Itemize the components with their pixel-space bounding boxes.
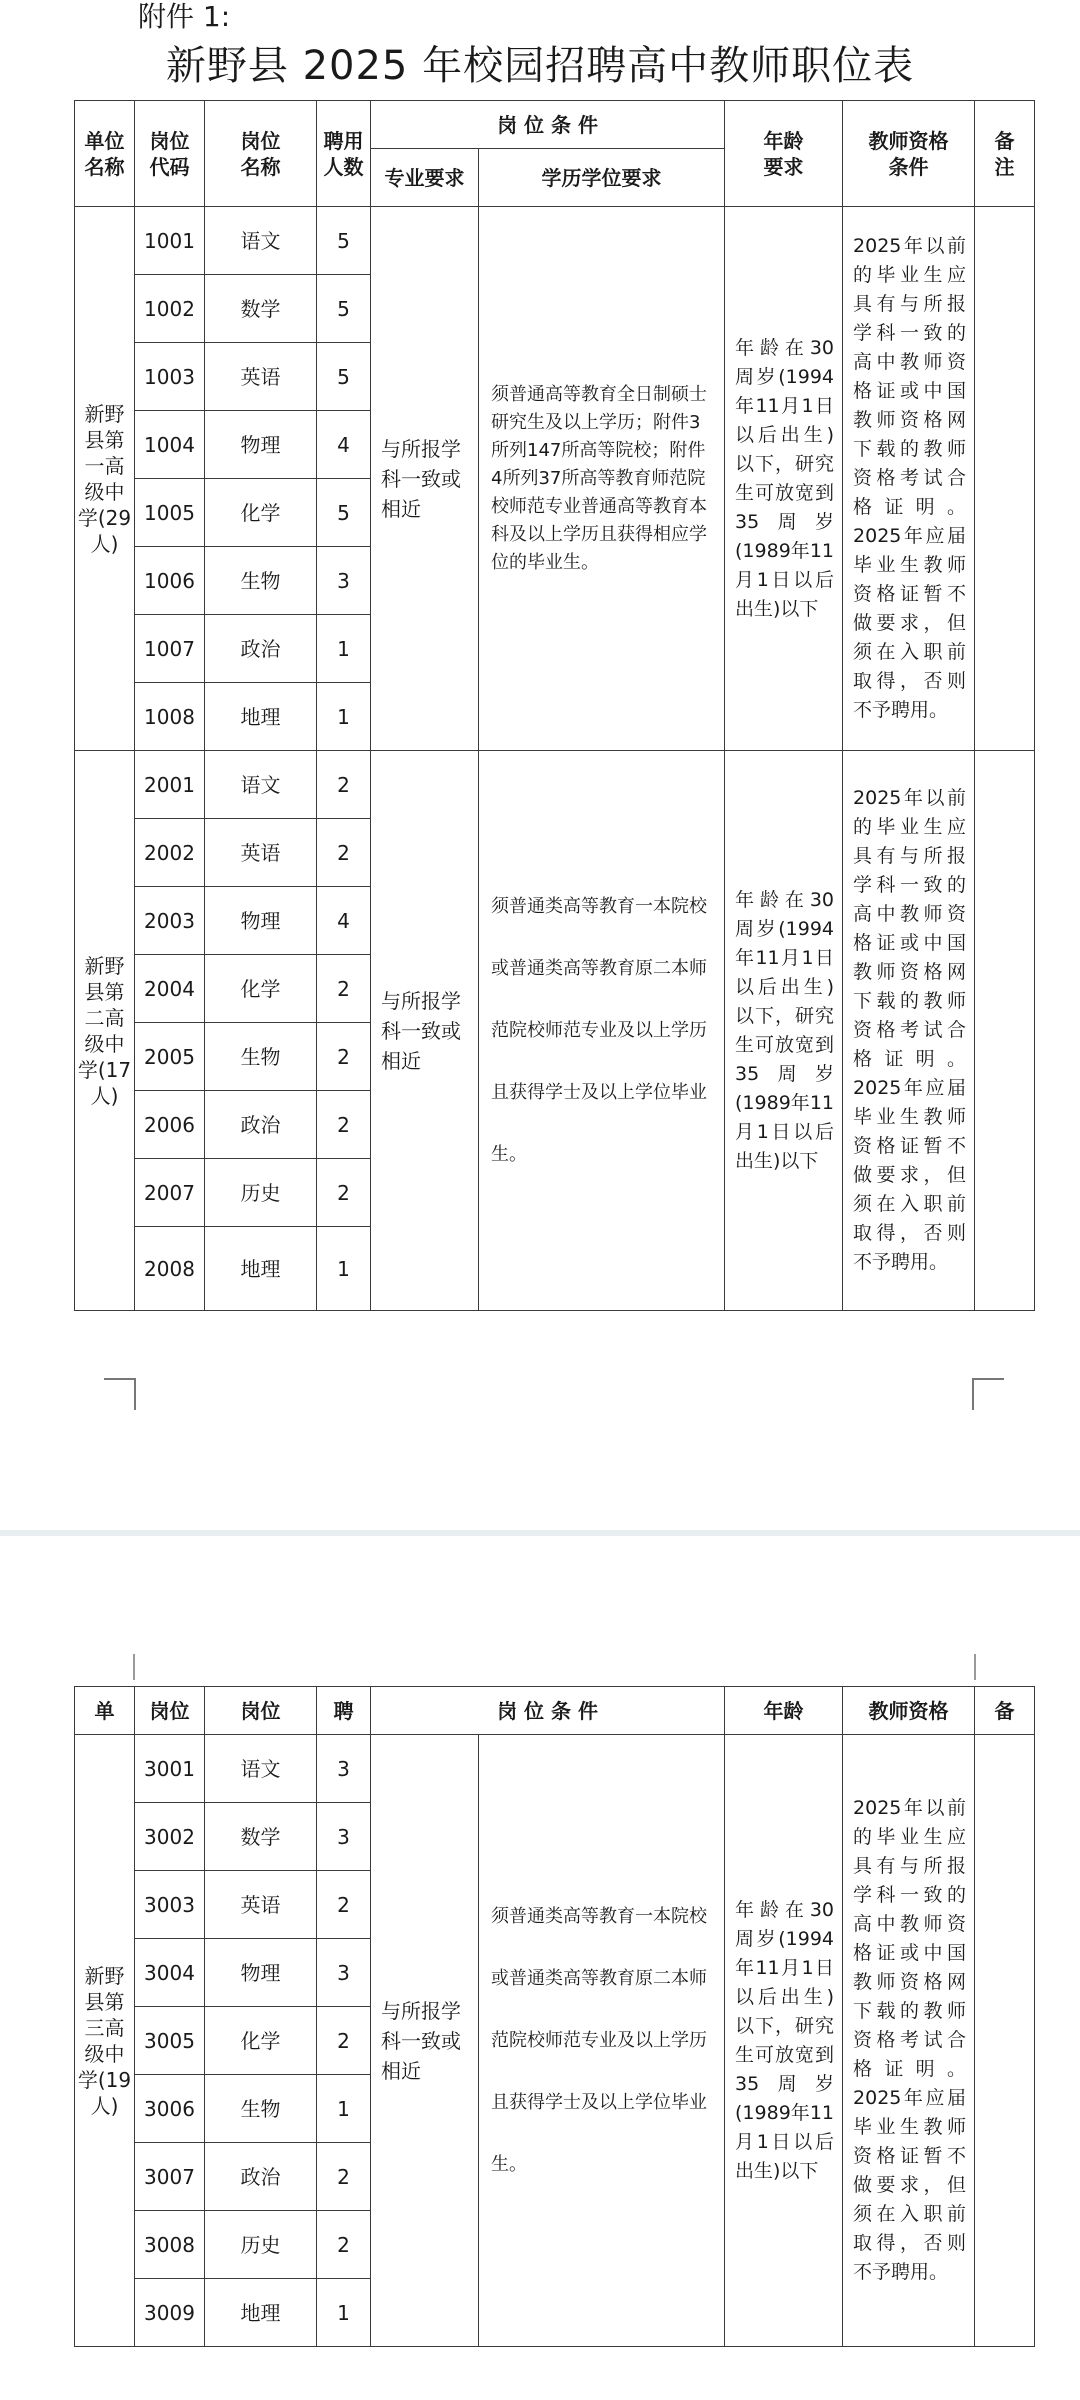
position-code: 2008 xyxy=(135,1227,205,1311)
position-code: 2001 xyxy=(135,751,205,819)
position-code: 2003 xyxy=(135,887,205,955)
position-subject: 语文 xyxy=(205,207,317,275)
position-count: 3 xyxy=(317,1803,371,1871)
table-row xyxy=(75,207,1035,275)
position-code: 1004 xyxy=(135,411,205,479)
position-code: 1005 xyxy=(135,479,205,547)
position-count: 5 xyxy=(317,275,371,343)
header-remark: 备 xyxy=(975,1687,1035,1735)
position-code: 1007 xyxy=(135,615,205,683)
position-code: 3006 xyxy=(135,2075,205,2143)
position-count: 1 xyxy=(317,683,371,751)
position-count: 2 xyxy=(317,1091,371,1159)
page-corner-mark xyxy=(104,1378,136,1410)
certificate-requirement: 2025年以前的毕业生应具有与所报学科一致的高中教师资格证或中国教师资格网下载的教师资格考试合格证明。2025年应届毕业生教师资格证暂不做要求，但须在入职前取得，否则不予聘用。 xyxy=(843,751,975,1311)
position-subject: 化学 xyxy=(205,955,317,1023)
education-requirement: 须普通类高等教育一本院校或普通类高等教育原二本师范院校师范专业及以上学历且获得学士及以上学位毕业生。 xyxy=(479,1735,725,2347)
position-count: 3 xyxy=(317,1939,371,2007)
position-code: 1008 xyxy=(135,683,205,751)
position-code: 1002 xyxy=(135,275,205,343)
position-subject: 历史 xyxy=(205,2211,317,2279)
header-conditions: 岗 位 条 件 xyxy=(371,1687,725,1735)
header-code: 岗位 xyxy=(135,1687,205,1735)
position-count: 4 xyxy=(317,887,371,955)
header-code: 岗位代码 xyxy=(135,101,205,207)
position-subject: 生物 xyxy=(205,1023,317,1091)
position-code: 3007 xyxy=(135,2143,205,2211)
position-subject: 生物 xyxy=(205,2075,317,2143)
position-count: 3 xyxy=(317,1735,371,1803)
page-corner-mark xyxy=(133,1654,135,1680)
position-subject: 化学 xyxy=(205,479,317,547)
position-subject: 数学 xyxy=(205,275,317,343)
certificate-requirement: 2025年以前的毕业生应具有与所报学科一致的高中教师资格证或中国教师资格网下载的教师资格考试合格证明。2025年应届毕业生教师资格证暂不做要求，但须在入职前取得，否则不予聘用。 xyxy=(843,1735,975,2347)
positions-table-part-2 xyxy=(74,1686,1035,2347)
position-count: 5 xyxy=(317,479,371,547)
position-code: 3005 xyxy=(135,2007,205,2075)
position-subject: 政治 xyxy=(205,1091,317,1159)
position-subject: 英语 xyxy=(205,819,317,887)
header-name: 岗位 xyxy=(205,1687,317,1735)
position-count: 2 xyxy=(317,2143,371,2211)
document-page-2 xyxy=(0,1536,1080,2400)
position-count: 2 xyxy=(317,955,371,1023)
page-title: 新野县 2025 年校园招聘高中教师职位表 xyxy=(165,43,915,89)
position-code: 3002 xyxy=(135,1803,205,1871)
position-subject: 英语 xyxy=(205,1871,317,1939)
education-requirement: 须普通类高等教育一本院校或普通类高等教育原二本师范院校师范专业及以上学历且获得学士及以上学位毕业生。 xyxy=(479,751,725,1311)
position-code: 1003 xyxy=(135,343,205,411)
position-code: 3009 xyxy=(135,2279,205,2347)
position-code: 2006 xyxy=(135,1091,205,1159)
position-subject: 生物 xyxy=(205,547,317,615)
table-row xyxy=(75,751,1035,819)
position-subject: 语文 xyxy=(205,751,317,819)
header-conditions: 岗 位 条 件 xyxy=(371,101,725,149)
position-code: 2005 xyxy=(135,1023,205,1091)
position-code: 1006 xyxy=(135,547,205,615)
position-count: 2 xyxy=(317,1023,371,1091)
header-name: 岗位名称 xyxy=(205,101,317,207)
position-count: 1 xyxy=(317,2279,371,2347)
position-count: 5 xyxy=(317,343,371,411)
header-age: 年龄 xyxy=(725,1687,843,1735)
position-subject: 地理 xyxy=(205,1227,317,1311)
page-corner-mark xyxy=(974,1654,976,1680)
header-age: 年龄要求 xyxy=(725,101,843,207)
school-name: 新野县第一高级中学(29人) xyxy=(75,207,135,751)
page-corner-mark xyxy=(972,1378,1004,1410)
header-count: 聘 xyxy=(317,1687,371,1735)
remark-cell xyxy=(975,207,1035,751)
position-count: 2 xyxy=(317,1871,371,1939)
position-subject: 化学 xyxy=(205,2007,317,2075)
header-remark: 备注 xyxy=(975,101,1035,207)
position-count: 5 xyxy=(317,207,371,275)
position-count: 2 xyxy=(317,819,371,887)
position-count: 1 xyxy=(317,2075,371,2143)
position-code: 2004 xyxy=(135,955,205,1023)
remark-cell xyxy=(975,751,1035,1311)
header-cert: 教师资格 xyxy=(843,1687,975,1735)
age-requirement: 年龄在30周岁(1994年11月1日以后出生)以下，研究生可放宽到35周岁(1989年11月1日以后出生)以下 xyxy=(725,751,843,1311)
position-subject: 物理 xyxy=(205,411,317,479)
header-unit: 单位名称 xyxy=(75,101,135,207)
position-subject: 地理 xyxy=(205,2279,317,2347)
position-subject: 英语 xyxy=(205,343,317,411)
position-code: 2007 xyxy=(135,1159,205,1227)
position-code: 3003 xyxy=(135,1871,205,1939)
header-edu: 学历学位要求 xyxy=(479,149,725,207)
position-subject: 语文 xyxy=(205,1735,317,1803)
position-count: 1 xyxy=(317,1227,371,1311)
position-code: 1001 xyxy=(135,207,205,275)
age-requirement: 年龄在30周岁(1994年11月1日以后出生)以下，研究生可放宽到35周岁(1989年11月1日以后出生)以下 xyxy=(725,207,843,751)
position-count: 2 xyxy=(317,2007,371,2075)
position-code: 3008 xyxy=(135,2211,205,2279)
position-code: 3001 xyxy=(135,1735,205,1803)
header-major: 专业要求 xyxy=(371,149,479,207)
age-requirement: 年龄在30周岁(1994年11月1日以后出生)以下，研究生可放宽到35周岁(1989年11月1日以后出生)以下 xyxy=(725,1735,843,2347)
position-subject: 历史 xyxy=(205,1159,317,1227)
positions-table-part-1 xyxy=(74,100,1035,1311)
header-unit: 单 xyxy=(75,1687,135,1735)
major-requirement: 与所报学科一致或相近 xyxy=(371,207,479,751)
major-requirement: 与所报学科一致或相近 xyxy=(371,751,479,1311)
school-name: 新野县第三高级中学(19人) xyxy=(75,1735,135,2347)
position-subject: 物理 xyxy=(205,1939,317,2007)
header-cert: 教师资格条件 xyxy=(843,101,975,207)
position-code: 3004 xyxy=(135,1939,205,2007)
position-subject: 数学 xyxy=(205,1803,317,1871)
position-subject: 地理 xyxy=(205,683,317,751)
position-count: 3 xyxy=(317,547,371,615)
major-requirement: 与所报学科一致或相近 xyxy=(371,1735,479,2347)
position-count: 2 xyxy=(317,1159,371,1227)
position-subject: 物理 xyxy=(205,887,317,955)
position-count: 1 xyxy=(317,615,371,683)
header-count: 聘用人数 xyxy=(317,101,371,207)
education-requirement: 须普通高等教育全日制硕士研究生及以上学历；附件3所列147所高等院校；附件4所列37所高等教育师范院校师范专业普通高等教育本科及以上学历且获得相应学位的毕业生。 xyxy=(479,207,725,751)
attachment-label: 附件 1: xyxy=(138,0,231,33)
position-subject: 政治 xyxy=(205,615,317,683)
remark-cell xyxy=(975,1735,1035,2347)
school-name: 新野县第二高级中学(17人) xyxy=(75,751,135,1311)
position-count: 2 xyxy=(317,2211,371,2279)
position-subject: 政治 xyxy=(205,2143,317,2211)
position-count: 4 xyxy=(317,411,371,479)
position-code: 2002 xyxy=(135,819,205,887)
table-row xyxy=(75,1735,1035,1803)
position-count: 2 xyxy=(317,751,371,819)
certificate-requirement: 2025年以前的毕业生应具有与所报学科一致的高中教师资格证或中国教师资格网下载的教师资格考试合格证明。2025年应届毕业生教师资格证暂不做要求，但须在入职前取得，否则不予聘用。 xyxy=(843,207,975,751)
